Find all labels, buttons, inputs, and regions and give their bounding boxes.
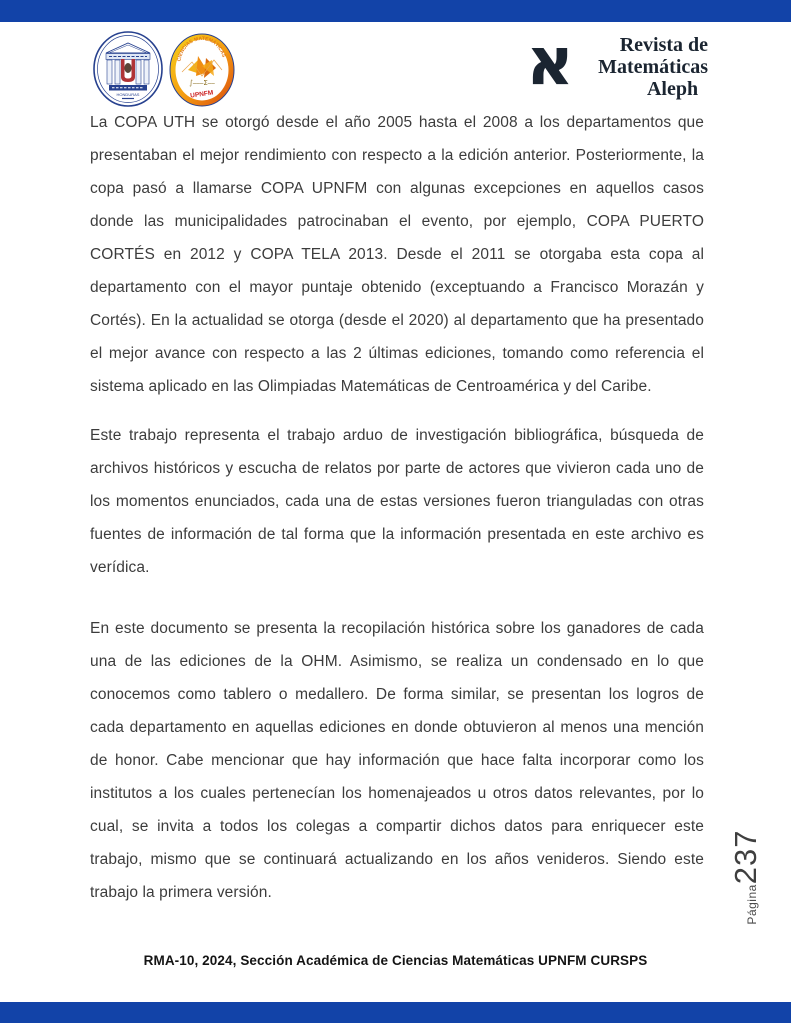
ciencias-matematicas-emblem-icon: [168, 32, 236, 113]
math-logo-formula-text: ∫⎯⎯⎯Σ⎯⎯: [189, 79, 215, 87]
page-number: [728, 815, 768, 939]
seal-country-text: HONDURAS: [116, 92, 140, 97]
journal-title-line-1: Revista de: [619, 34, 709, 56]
paragraph-research-method: Este trabajo representa el trabajo arduo de investigación bibliográfica, búsqueda de archivos históricos y escucha de relatos por parte de actores que vivieron cada uno de los momentos enunciados, cada una de estas versiones fueron trianguladas con otras fuentes de información de tal forma que la información presentada en este archivo es verídica.: [90, 427, 704, 576]
article-body: [90, 106, 704, 909]
paragraph-document-scope: En este documento se presenta la recopilación histórica sobre los ganadores de cada una de las ediciones de la OHM. Asimismo, se realiza un condensado en lo que conocemos como tablero o medallero. De forma similar, se presentan los logros de cada departamento en aquellas ediciones en donde obtuvieron al menos una mención de honor. Cabe mencionar que hay información que hace falta incorporar como los institutos a los cuales pertenecían los homenajeados u otros datos relevantes, por lo cual, se invita a todos los colegas a compartir dichos datos para enriquecer este trabajo, mismo que se continuará actualizando en los años venideros. Siendo este trabajo la primera versión.: [90, 620, 704, 901]
upnfm-university-seal-icon: [92, 30, 164, 113]
journal-masthead: [526, 23, 709, 100]
math-logo-upnfm-text: UPNFM: [189, 89, 214, 100]
paragraph-copa-history: La COPA UTH se otorgó desde el año 2005 hasta el 2008 a los departamentos que presentaban el mejor rendimiento con respecto a la edición anterior. Posteriormente, la copa pasó a llamarse COPA UPNFM con algunas excepciones en aquellos casos donde las municipalidades patrocinaban el evento, por ejemplo, COPA PUERTO CORTÉS en 2012 y COPA TELA 2013. Desde el 2011 se otorgaba esta copa al departamento con el mayor puntaje obtenido (exceptuando a Francisco Morazán y Cortés). En la actualidad se otorga (desde el 2020) al departamento que ha presentado el mejor avance con respecto a las 2 últimas ediciones, tomando como referencia el sistema aplicado en las Olimpiadas Matemáticas de Centroamérica y del Caribe.: [90, 114, 704, 395]
page-number-label: Página: [745, 884, 759, 925]
footer-citation: RMA-10, 2024, Sección Académica de Ciencias Matemáticas UPNFM CURSPS: [143, 953, 648, 968]
aleph-icon: א: [526, 23, 575, 100]
journal-title: [580, 28, 708, 100]
journal-title-line-2: Matemáticas: [598, 56, 709, 78]
top-accent-bar: [0, 0, 791, 22]
page-number-value: 237: [728, 829, 763, 885]
journal-title-line-3: Aleph: [646, 78, 699, 100]
math-logo-arc-text: CIENCIAS MATEMÁTICAS: [176, 35, 227, 62]
bottom-accent-bar: [0, 1002, 791, 1023]
